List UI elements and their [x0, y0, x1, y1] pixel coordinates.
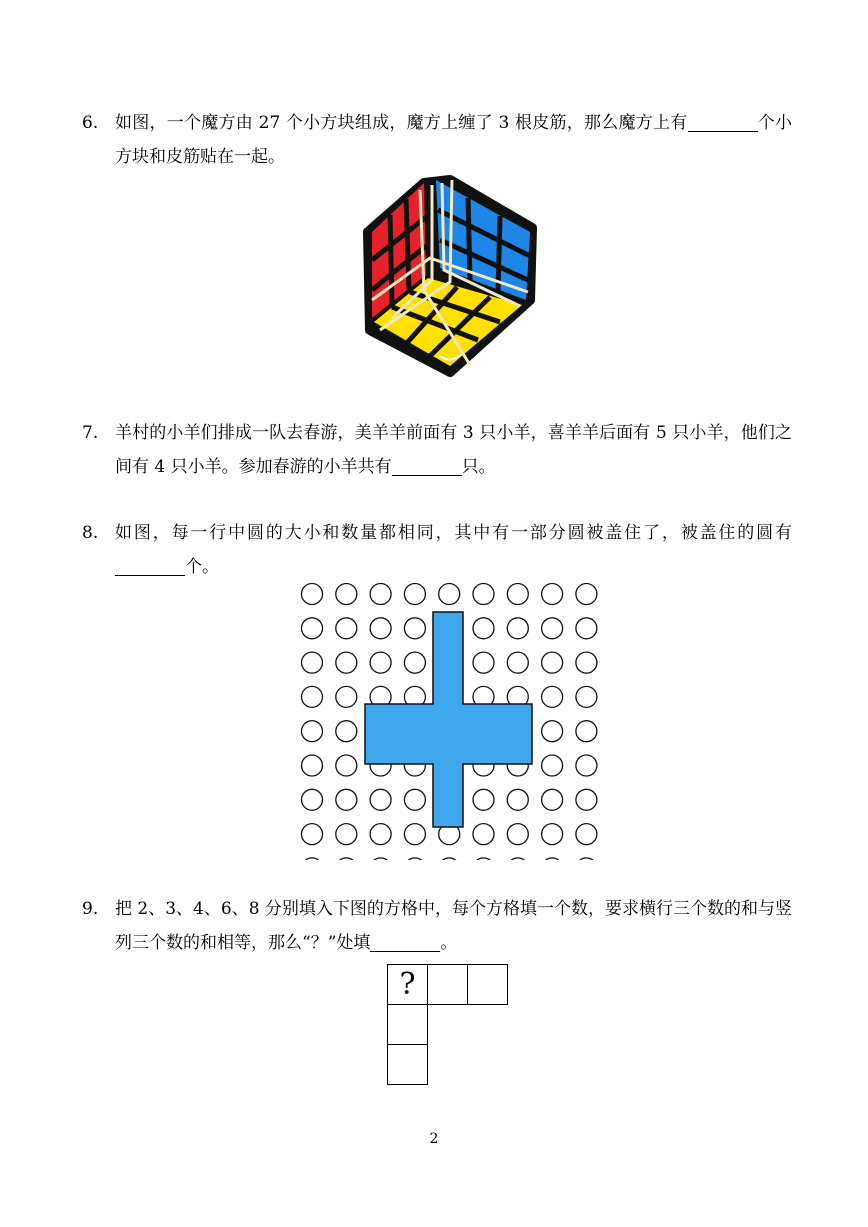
- circle: [542, 824, 563, 845]
- circle: [404, 858, 425, 860]
- circle: [302, 789, 323, 810]
- circle: [302, 755, 323, 776]
- answer-blank[interactable]: [370, 931, 440, 952]
- question-text: 把 2、3、4、6、8 分别填入下图的方格中，每个方格填一个数，要求横行三个数的和与竖列三个数的和相等，那么“？”处填: [115, 899, 792, 953]
- circle: [302, 721, 323, 742]
- question-text: 羊村的小羊们排成一队去春游，美羊羊前面有 3 只小羊，喜羊羊后面有 5 只小羊，他们之间有 4 只小羊。参加春游的小羊共有: [115, 423, 792, 477]
- circle: [576, 755, 597, 776]
- circle: [507, 618, 528, 639]
- question-number: 7.: [82, 423, 99, 443]
- circle: [336, 652, 357, 673]
- circle: [302, 618, 323, 639]
- circle: [542, 721, 563, 742]
- circle: [542, 789, 563, 810]
- circle: [370, 824, 391, 845]
- circle: [439, 858, 460, 860]
- circle: [507, 789, 528, 810]
- circle: [542, 858, 563, 860]
- question-text: 如图，一个魔方由 27 个小方块组成，魔方上缠了 3 根皮筋，那么魔方上有: [115, 113, 688, 133]
- circle: [507, 824, 528, 845]
- circle: [473, 789, 494, 810]
- circle: [302, 584, 323, 605]
- circle: [576, 789, 597, 810]
- circle: [507, 584, 528, 605]
- circle: [336, 686, 357, 707]
- circle: [576, 721, 597, 742]
- answer-blank[interactable]: [115, 555, 185, 576]
- question-text: 如图，每一行中圆的大小和数量都相同，其中有一部分圆被盖住了，被盖住的圆有: [115, 523, 792, 543]
- circle: [336, 721, 357, 742]
- circle: [302, 824, 323, 845]
- circle: [473, 824, 494, 845]
- circle: [542, 652, 563, 673]
- circle: [439, 584, 460, 605]
- circle: [336, 824, 357, 845]
- circle: [576, 686, 597, 707]
- circle: [576, 858, 597, 860]
- circle: [404, 618, 425, 639]
- circle: [473, 618, 494, 639]
- circle: [576, 652, 597, 673]
- answer-blank[interactable]: [688, 111, 758, 132]
- circles-cross-figure: [295, 578, 605, 860]
- circle: [576, 618, 597, 639]
- circle: [542, 584, 563, 605]
- circle: [542, 618, 563, 639]
- circle: [302, 652, 323, 673]
- circle: [507, 858, 528, 860]
- circle: [370, 789, 391, 810]
- question-text-end: 个小方块和皮筋贴在一起。: [115, 113, 793, 167]
- circle: [336, 789, 357, 810]
- question-text-end: 只。: [461, 457, 496, 477]
- circle: [507, 652, 528, 673]
- question-text-end: 。: [440, 933, 458, 953]
- question-6: [82, 106, 792, 174]
- circle: [473, 584, 494, 605]
- circle: [302, 686, 323, 707]
- circle: [542, 686, 563, 707]
- circle: [404, 789, 425, 810]
- question-number: 8.: [82, 523, 99, 543]
- question-8: [82, 516, 792, 584]
- circle: [370, 652, 391, 673]
- circle: [370, 584, 391, 605]
- answer-blank[interactable]: [392, 455, 462, 476]
- grid-cell-question[interactable]: ?: [387, 964, 428, 1005]
- circle: [576, 584, 597, 605]
- grid-cell[interactable]: [467, 964, 508, 1005]
- grid-cell[interactable]: [387, 1004, 428, 1045]
- question-7: [82, 416, 792, 484]
- circle: [473, 858, 494, 860]
- question-number: 6.: [82, 113, 99, 133]
- circle: [404, 824, 425, 845]
- circle: [336, 584, 357, 605]
- question-number: 9.: [82, 899, 99, 919]
- rubiks-cube-figure: [355, 175, 545, 380]
- circle: [336, 755, 357, 776]
- page-number: 2: [429, 1131, 439, 1147]
- circle: [404, 652, 425, 673]
- circle: [336, 858, 357, 860]
- question-9: [82, 892, 792, 960]
- circle: [404, 584, 425, 605]
- number-grid: [387, 964, 512, 1088]
- grid-cell[interactable]: [387, 1044, 428, 1085]
- question-text-end: 个。: [185, 557, 219, 577]
- circle: [370, 618, 391, 639]
- circle: [473, 652, 494, 673]
- circle: [542, 755, 563, 776]
- circle: [370, 858, 391, 860]
- circle: [336, 618, 357, 639]
- circle: [576, 824, 597, 845]
- grid-cell[interactable]: [427, 964, 468, 1005]
- circle: [302, 858, 323, 860]
